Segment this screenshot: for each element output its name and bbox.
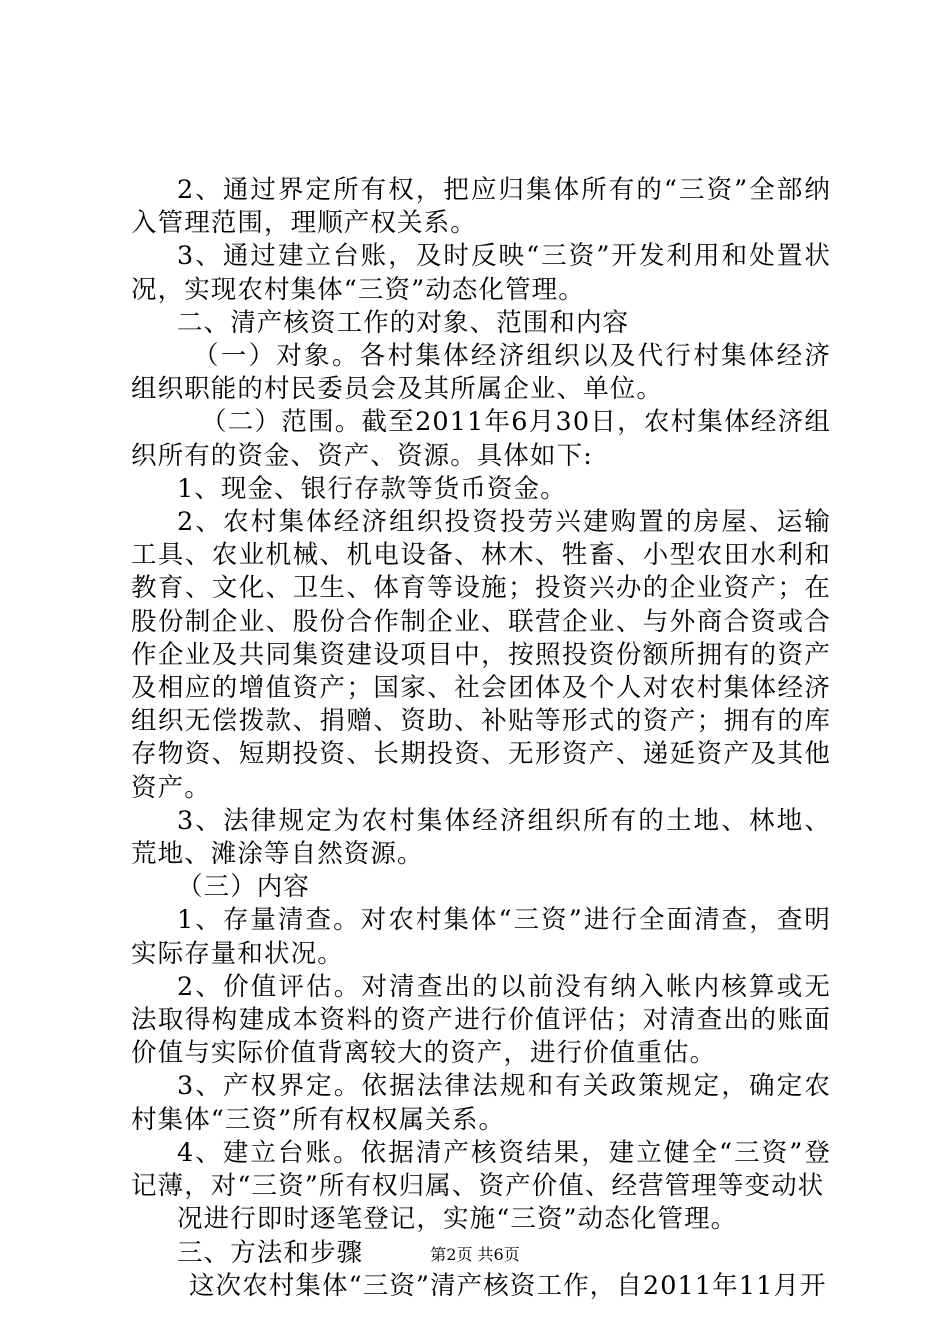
document-body [131, 174, 831, 1303]
page-number-footer: 第2页 共6页 [430, 1245, 520, 1264]
paragraph: 2、价值评估。对清查出的以前没有纳入帐内核算或无法取得构建成本资料的资产进行价值评估；对清查出的账面价值与实际价值背离较大的资产，进行价值重估。 [131, 971, 831, 1069]
paragraph: 这次农村集体“三资”清产核资工作，自2011年11月开 [189, 1270, 827, 1301]
paragraph: 3、产权界定。依据法律法规和有关政策规定，确定农村集体“三资”所有权权属关系。 [131, 1071, 831, 1135]
paragraph: 4、建立台账。依据清产核资结果，建立健全“三资”登记薄，对“三资”所有权归属、资产价值、经营管理等变动状 [131, 1137, 831, 1202]
paragraph: 况进行即时逐笔登记，实施“三资”动态化管理。 [177, 1204, 738, 1235]
paragraph: 2、农村集体经济组织投资投劳兴建购置的房屋、运输工具、农业机械、机电设备、林木、牲畜、小型农田水利和教育、文化、卫生、体育等设施；投资兴办的企业资产；在股份制企业、股份合作制企业、联营企业、与外商合资或合作企业及共同集资建设项目中，按照投资份额所拥有的资产及相应的增值资产；国家、社会团体及个人对农村集体经济组织无偿拨款、捐赠、资助、补贴等形式的资产；拥有的库存物资、短期投资、长期投资、无形资产、递延资产及其他资产。 [131, 507, 831, 803]
paragraph: 2、通过界定所有权，把应归集体所有的“三资”全部纳入管理范围，理顺产权关系。 [131, 175, 831, 239]
paragraph: 3、通过建立台账，及时反映“三资”开发利用和处置状况，实现农村集体“三资”动态化管理。 [131, 241, 831, 305]
paragraph: （二）范围。截至2011年6月30日，农村集体经济组织所有的资金、资产、资源。具体如下: [131, 407, 831, 471]
paragraph: 1、现金、银行存款等货币资金。 [177, 473, 567, 504]
paragraph: 3、法律规定为农村集体经济组织所有的土地、林地、荒地、滩涂等自然资源。 [131, 805, 831, 870]
subsection-heading: （三）内容 [177, 872, 311, 903]
section-heading: 三、方法和步骤 [177, 1237, 364, 1268]
section-heading: 二、清产核资工作的对象、范围和内容 [177, 307, 630, 338]
paragraph: （一）对象。各村集体经济组织以及代行村集体经济组织职能的村民委员会及其所属企业、单位。 [131, 341, 831, 405]
paragraph: 1、存量清查。对农村集体“三资”进行全面清查，查明实际存量和状况。 [131, 905, 831, 969]
